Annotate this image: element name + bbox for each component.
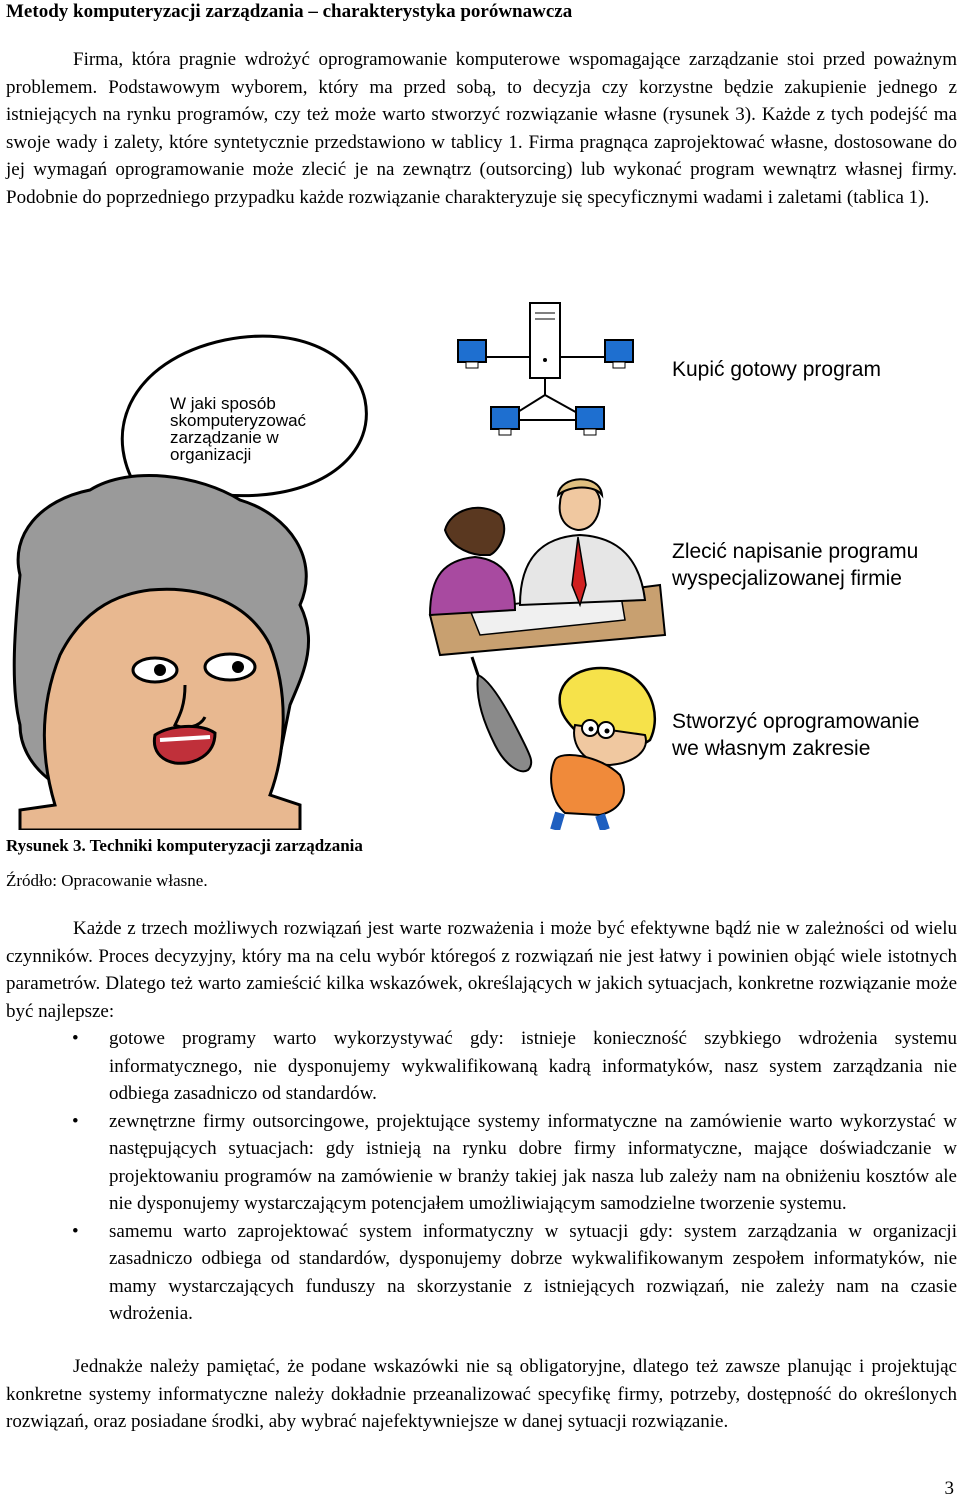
option-inhouse-label-line1: Stworzyć oprogramowanie xyxy=(672,710,920,733)
document-title: Metody komputeryzacji zarządzania – charakterystyka porównawcza xyxy=(6,1,573,22)
closing-paragraph: Jednakże należy pamiętać, że podane wskazówki nie są obligatoryjne, dlatego też zawsze planując i projektując konkretne systemy informatyczne należy dokładnie przeanalizować specyfikę firmy, potrzeby, dostępność do określonych rozwiązań, oraz posiadane środki, aby wybrać najefektywniejsze w danej sytuacji rozwiązanie. xyxy=(6,1356,957,1432)
worker-with-drill-icon xyxy=(472,657,655,830)
computer-network-icon xyxy=(458,303,633,435)
option-inhouse-label-line2: we własnym zakresie xyxy=(672,737,871,760)
figure-caption: Rysunek 3. Techniki komputeryzacji zarządzania xyxy=(6,836,363,855)
bullet-icon: • xyxy=(72,1110,79,1132)
list-item-text: zewnętrzne firmy outsorcingowe, projektujące systemy informatyczne na zamówienie warto wykorzystać w następujących sytuacjach: gdy istnieją na rynku dobre firmy informatyczne, mające doświadczanie w projektowaniu programów na zamówienie w branży takiej jak nasza lub zależy nam na obniżeniu kosztów ale nie dysponujemy wystarczającym potencjałem umożliwiającym samodzielne tworzenie systemu. xyxy=(109,1110,957,1214)
recommendations-list xyxy=(6,1025,957,1328)
list-item xyxy=(6,1108,957,1218)
option-buy-label: Kupić gotowy program xyxy=(672,358,881,381)
option-outsource-label-line1: Zlecić napisanie programu xyxy=(672,540,919,563)
list-item-text: samemu warto zaprojektować system informatyczny w sytuacji gdy: system zarządzania w organizacji zasadniczo odbiega od standardów, dysponujemy dobrze wykwalifikowanym zespołem informatyków, nie mamy wystarczających funduszy na skorzystanie z istniejących rozwiązań, nie zależy nam na czasie wdrożenia. xyxy=(109,1220,957,1324)
thinking-man-icon xyxy=(14,476,308,830)
consultants-icon xyxy=(430,479,665,655)
list-item-text: gotowe programy warto wykorzystywać gdy: istnieje konieczność szybkiego wdrożenia systemu informatycznego, nie dysponujemy wykwalifikowaną kadrą informatyków, nasz system zarządzania nie odbiega zasadniczo od standardów. xyxy=(109,1028,957,1104)
page-number: 3 xyxy=(944,1478,954,1499)
bullet-icon: • xyxy=(72,1028,79,1049)
speech-bubble-text: W jaki sposób skomputeryzować zarządzanie w organizacji xyxy=(170,394,307,464)
option-outsource-label-line2: wyspecjalizowanej firmie xyxy=(672,567,902,590)
intro-paragraph: Firma, która pragnie wdrożyć oprogramowanie komputerowe wspomagające zarządzanie stoi przed poważnym problemem. Podstawowym wyborem, który ma przed sobą, to decyzja czy korzystne będzie zakupienie jednego z istniejących na rynku programów, czy też może warto stworzyć rozwiązanie własne (rysunek 3). Każde z tych podejść ma swoje wady i zalety, które syntetycznie przedstawiono w tablicy 1. Firma pragnąca zaprojektować własne, dostosowane do jej wymagań oprogramowanie może zlecić je na zewnątrz (outsorcing) lub wykonać program wewnątrz własnej firmy. Podobnie do poprzedniego przypadku każde rozwiązanie charakteryzuje się specyficznymi wadami i zaletami (tablica 1). xyxy=(6,49,957,208)
list-item xyxy=(6,1025,957,1108)
decision-paragraph: Każde z trzech możliwych rozwiązań jest warte rozważenia i może być efektywne bądź nie w zależności od wielu czynników. Proces decyzyjny, który ma na celu wybór któregoś z rozwiązań nie jest łatwy i powinien objąć wiele istotnych parametrów. Dlatego też warto zamieścić kilka wskazówek, określających w jakich sytuacjach, konkretne rozwiązanie może być najlepsze: xyxy=(6,918,957,1022)
figure-source: Źródło: Opracowanie własne. xyxy=(6,871,208,890)
list-item xyxy=(6,1218,957,1328)
figure-3 xyxy=(0,285,960,830)
bullet-icon: • xyxy=(72,1220,79,1242)
